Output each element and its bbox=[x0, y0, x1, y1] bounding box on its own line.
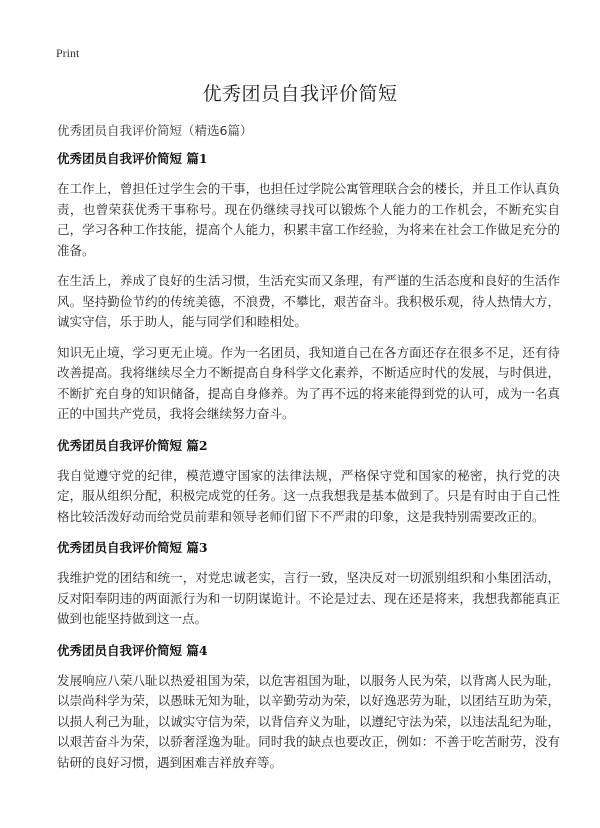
section-paragraph: 我维护党的团结和统一，对党忠诚老实，言行一致，坚决反对一切派别组织和小集团活动，反对阳奉阴违的两面派行为和一切阴谋诡计。不论是过去、现在还是将来，我想我都能真正做到也能坚持做到这一点。 bbox=[57, 570, 560, 626]
print-label: Print bbox=[56, 46, 80, 60]
section-paragraph: 发展响应八荣八耻以热爱祖国为荣，以危害祖国为耻，以服务人民为荣，以背离人民为耻，以崇尚科学为荣，以愚昧无知为耻，以辛勤劳动为荣，以好逸恶劳为耻，以团结互助为荣，以损人利己为耻，以诚实守信为荣，以背信弃义为耻，以遵纪守法为荣，以违法乱纪为耻，以艰苦奋斗为荣，以骄奢淫逸为耻。同时我的缺点也要改正，例如：不善于吃苦耐劳，没有钻研的良好习惯，遇到困难吉祥放弃等。 bbox=[57, 672, 560, 770]
document-subtitle: 优秀团员自我评价简短（精选6篇） bbox=[57, 123, 253, 138]
section-3 bbox=[57, 539, 560, 630]
section-paragraph: 我自觉遵守党的纪律，模范遵守国家的法律法规，严格保守党和国家的秘密，执行党的决定，服从组织分配，积极完成党的任务。这一点我想我是基本做到了。只是有时由于自己性格比较活泼好动而给党员前辈和领导老师们留下不严肃的印象，这是我特别需要改正的。 bbox=[57, 467, 560, 524]
section-heading: 优秀团员自我评价简短 篇2 bbox=[57, 437, 208, 453]
section-2 bbox=[57, 437, 560, 528]
section-paragraph: 知识无止境，学习更无止境。作为一名团员，我知道自己在各方面还存在很多不足，还有待改善提高。我将继续尽全力不断提高自身科学文化素养，不断适应时代的发展，与时俱进，不断扩充自身的知识储备，提高自身修养。为了再不远的将来能得到党的认可，成为一名真正的中国共产党员，我将会继续努力奋斗。 bbox=[57, 344, 560, 421]
page-title: 优秀团员自我评价简短 bbox=[202, 83, 398, 105]
section-1 bbox=[57, 150, 560, 425]
section-heading: 优秀团员自我评价简短 篇3 bbox=[57, 540, 208, 555]
section-heading: 优秀团员自我评价简短 篇4 bbox=[57, 642, 208, 658]
section-4 bbox=[57, 642, 560, 774]
document-content bbox=[57, 150, 560, 783]
section-paragraph: 在生活上，养成了良好的生活习惯，生活充实而又条理，有严谨的生活态度和良好的生活作风。坚持勤俭节约的传统美德，不浪费，不攀比，艰苦奋斗。我积极乐观，待人热情大方，诚实守信，乐于助人，能与同学们和睦相处。 bbox=[57, 273, 560, 329]
section-heading: 优秀团员自我评价简短 篇1 bbox=[57, 151, 208, 166]
section-paragraph: 在工作上，曾担任过学生会的干事，也担任过学院公寓管理联合会的楼长，并且工作认真负责，也曾荣获优秀干事称号。现在仍继续寻找可以锻炼个人能力的工作机会，不断充实自己，学习各种工作技能，提高个人能力，积累丰富工作经验，为将来在社会工作做足充分的准备。 bbox=[57, 181, 560, 258]
